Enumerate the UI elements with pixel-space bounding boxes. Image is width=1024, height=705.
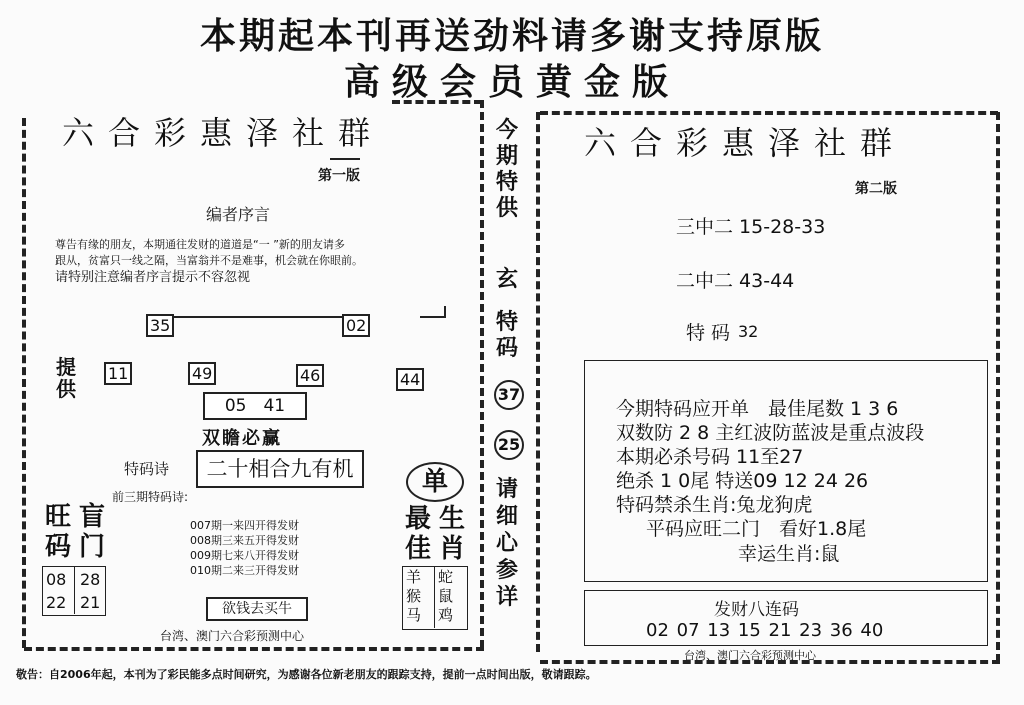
mang-label: 盲门 <box>78 502 105 562</box>
ball-35: 35 <box>146 314 174 337</box>
num-11: 11 <box>104 362 132 385</box>
mid-ball-25: 25 <box>494 430 524 460</box>
poem-box: 二十相合九有机 <box>196 450 364 488</box>
prev-2: 008期三来五开得发财 <box>190 534 299 547</box>
left-center: 台湾、澳门六合彩预测中心 <box>160 629 305 643</box>
ball-bracket <box>420 306 446 318</box>
info-2: 双数防 2 8 主红波防蓝波是重点波段 <box>616 422 925 444</box>
info-3: 本期必杀号码 11至27 <box>616 446 804 468</box>
mang-num-1: 28 <box>80 570 101 589</box>
mid-bottom: 请细心参详 <box>496 477 519 610</box>
info-7: 幸运生肖:鼠 <box>738 543 840 565</box>
header-line1: 本期起本刊再送劲料请多谢支持原版 <box>199 15 824 57</box>
lucky-title: 发财八连码 <box>714 600 799 620</box>
best-zodiac-a: 羊猴马 <box>406 568 422 624</box>
best-zodiac-b: 蛇鼠鸡 <box>438 568 454 624</box>
mang-num-2: 21 <box>80 593 101 612</box>
buy-box: 欲钱去买牛 <box>206 597 308 621</box>
wang-num-1: 08 <box>46 570 67 589</box>
num-44: 44 <box>396 368 424 391</box>
right-top-border <box>540 111 998 115</box>
left-top-border <box>392 100 482 104</box>
shengxiao-label: 生肖 <box>438 504 465 564</box>
preface-title: 编者序言 <box>206 205 271 224</box>
middle-border <box>536 112 540 652</box>
wang-label: 旺码 <box>44 502 71 562</box>
right-line1: 三中二 15-28-33 <box>676 216 826 238</box>
mid-top: 今期特供 <box>496 118 519 221</box>
num-46: 46 <box>296 364 324 387</box>
info-4: 绝杀 1 0尾 特送09 12 24 26 <box>616 470 869 492</box>
provide-label: 提供 <box>56 355 76 401</box>
num-49: 49 <box>188 362 216 385</box>
preface-line2: 跟从，贫富只一线之隔，当富翁并不是难事，机会就在你眼前。 <box>55 254 363 267</box>
preface-notice: 请特别注意编者序言提示不容忽视 <box>55 270 251 285</box>
prev-1: 007期一来四开得发财 <box>190 519 299 532</box>
prev-label: 前三期特码诗: <box>112 490 189 504</box>
left-edition: 第一版 <box>318 168 360 184</box>
prev-3: 009期七来八开得发财 <box>190 549 299 562</box>
right-line2: 二中二 43-44 <box>676 270 795 292</box>
special-label: 特 码 <box>686 322 731 344</box>
left-right-border <box>480 100 484 648</box>
mid-xuan: 玄 <box>496 267 519 292</box>
footer-note: 敬告：自2006年起，本刊为了彩民能多点时间研究，为感谢各位新老朋友的跟踪支持，提前一点时间出版，敬请跟踪。 <box>16 668 597 681</box>
right-center: 台湾、澳门六合彩预测中心 <box>684 649 816 662</box>
best-divider <box>434 566 435 628</box>
single-oval: 单 <box>406 462 464 502</box>
best-label: 最佳 <box>404 504 431 564</box>
mid-code: 特码 <box>496 310 519 361</box>
info-1: 今期特码应开单 最佳尾数 1 3 6 <box>616 398 899 420</box>
lucky-nums: 02 07 13 15 21 23 36 40 <box>646 620 884 641</box>
slogan: 双瞻必赢 <box>202 428 282 449</box>
pair-box: 05 41 <box>203 392 307 420</box>
left-title: 六合彩惠泽社群 <box>62 114 385 152</box>
header-line2: 高级会员黄金版 <box>343 61 680 103</box>
left-border <box>22 118 26 648</box>
right-title: 六合彩惠泽社群 <box>584 124 907 162</box>
right-right-border <box>996 112 1000 662</box>
left-edition-line <box>330 158 360 160</box>
wang-num-2: 22 <box>46 593 67 612</box>
info-6: 平码应旺二门 看好1.8尾 <box>646 518 867 540</box>
prev-4: 010期二来三开得发财 <box>190 564 299 577</box>
mid-ball-37: 37 <box>494 380 524 410</box>
poem-label: 特码诗 <box>124 460 170 478</box>
special-value: 32 <box>738 322 759 341</box>
wang-mang-divider <box>74 566 75 614</box>
left-bottom-border <box>24 647 484 651</box>
ball-line <box>174 316 342 318</box>
ball-02: 02 <box>342 314 370 337</box>
preface-line1: 尊告有缘的朋友，本期通往发财的道道是“一 ”新的朋友请多 <box>55 238 345 251</box>
right-edition: 第二版 <box>855 181 897 197</box>
info-5: 特码禁杀生肖:兔龙狗虎 <box>616 494 813 516</box>
